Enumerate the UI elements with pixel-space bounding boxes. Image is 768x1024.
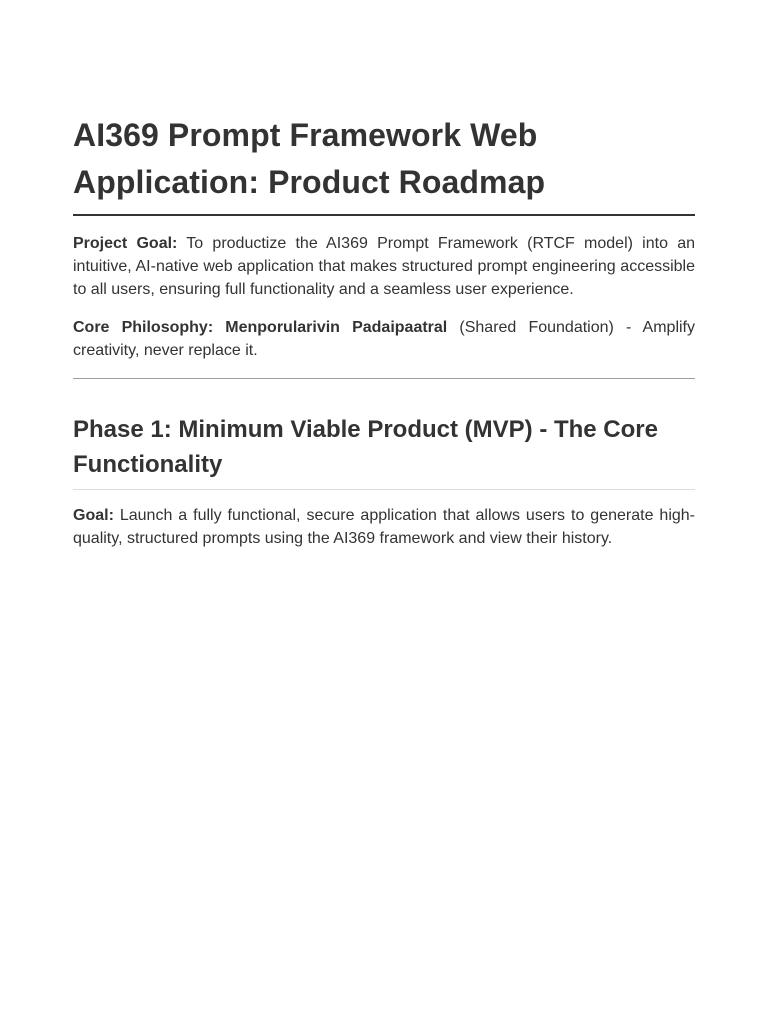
phase-1-heading: Phase 1: Minimum Viable Product (MVP) - The Core Functionality: [73, 416, 658, 478]
core-philosophy-text: (Shared Foundation) - Amplify creativity, never replace it.: [73, 319, 695, 359]
phase-1-divider: [73, 489, 695, 490]
phase-1-goal-paragraph: [73, 504, 695, 550]
section-divider: [73, 378, 695, 379]
phase-1-goal-label: Goal:: [73, 507, 114, 524]
project-goal-paragraph: [73, 232, 695, 301]
core-philosophy-label: Core Philosophy: Menporularivin Padaipaatral: [73, 319, 448, 336]
title-divider: [73, 214, 695, 216]
core-philosophy-paragraph: [73, 316, 695, 362]
document-page: [73, 112, 695, 550]
project-goal-label: Project Goal:: [73, 235, 178, 252]
project-goal-text: To productize the AI369 Prompt Framework (RTCF model) into an intuitive, AI-native web application that makes structured prompt engineering accessible to all users, ensuring full functionality and a seamless user experience.: [73, 235, 695, 298]
phase-1-goal-text: Launch a fully functional, secure application that allows users to generate high-quality, structured prompts using the AI369 framework and view their history.: [73, 507, 695, 547]
document-title: AI369 Prompt Framework Web Application: Product Roadmap: [73, 117, 546, 200]
